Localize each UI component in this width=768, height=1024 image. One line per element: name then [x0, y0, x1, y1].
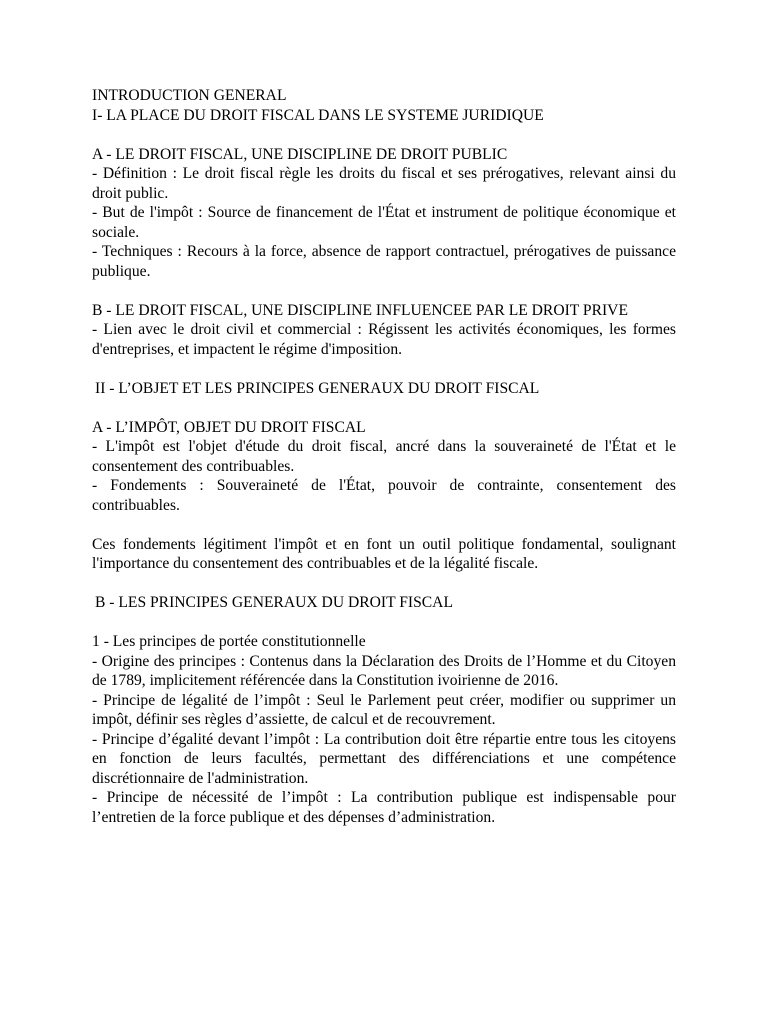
subsection-heading-2b: B - LES PRINCIPES GENERAUX DU DROIT FISCAL: [95, 594, 453, 611]
paragraph-principe-necessite: - Principe de nécessité de l’impôt : La contribution publique est indispensable pour l’entretien de la force publique et des dépenses d’administration.: [92, 789, 676, 826]
paragraph-origine-principes: - Origine des principes : Contenus dans la Déclaration des Droits de l’Homme et du Citoyen de 1789, implicitement référencée dans la Constitution ivoirienne de 2016.: [92, 652, 676, 689]
subsection-heading-1a: A - LE DROIT FISCAL, UNE DISCIPLINE DE DROIT PUBLIC: [92, 145, 508, 163]
subsection-heading-2a: A - L’IMPÔT, OBJET DU DROIT FISCAL: [92, 418, 366, 436]
paragraph-lien-droit-civil: - Lien avec le droit civil et commercial : Régissent les activités économiques, les formes d'entreprises, et impactent le régime d'imposition.: [92, 321, 676, 358]
paragraph-but-impot: - But de l'impôt : Source de financement de l'État et instrument de politique économique et sociale.: [92, 204, 676, 241]
paragraph-definition: - Définition : Le droit fiscal règle les droits du fiscal et ses prérogatives, relevant ainsi du droit public.: [92, 165, 676, 202]
paragraph-principe-legalite: - Principe de légalité de l’impôt : Seul le Parlement peut créer, modifier ou supprimer un impôt, définir ses règles d’assiette, de calcul et de recouvrement.: [92, 691, 676, 728]
subsubsection-heading-2b1: 1 - Les principes de portée constitutionnelle: [92, 633, 366, 650]
paragraph-fondements: - Fondements : Souveraineté de l'État, pouvoir de contrainte, consentement des contribuables.: [92, 477, 676, 514]
subsection-heading-1b: B - LE DROIT FISCAL, UNE DISCIPLINE INFLUENCEE PAR LE DROIT PRIVE: [92, 301, 628, 319]
document-page: [92, 86, 676, 827]
paragraph-conclusion-fondements: Ces fondements légitiment l'impôt et en font un outil politique fondamental, soulignant l'importance du consentement des contribuables et de la légalité fiscale.: [92, 535, 676, 572]
section-heading-2: II - L’OBJET ET LES PRINCIPES GENERAUX DU DROIT FISCAL: [95, 379, 540, 397]
paragraph-objet-impot: - L'impôt est l'objet d'étude du droit fiscal, ancré dans la souveraineté de l'État et le consentement des contribuables.: [92, 438, 676, 475]
paragraph-techniques: - Techniques : Recours à la force, absence de rapport contractuel, prérogatives de puissance publique.: [92, 243, 676, 280]
paragraph-principe-egalite: - Principe d’égalité devant l’impôt : La contribution doit être répartie entre tous les citoyens en fonction de leurs facultés, permettant des différenciations et une compétence discrétionnaire de l'administration.: [92, 730, 676, 787]
document-title: INTRODUCTION GENERAL: [92, 87, 287, 104]
section-heading-1: I- LA PLACE DU DROIT FISCAL DANS LE SYSTEME JURIDIQUE: [92, 106, 544, 124]
